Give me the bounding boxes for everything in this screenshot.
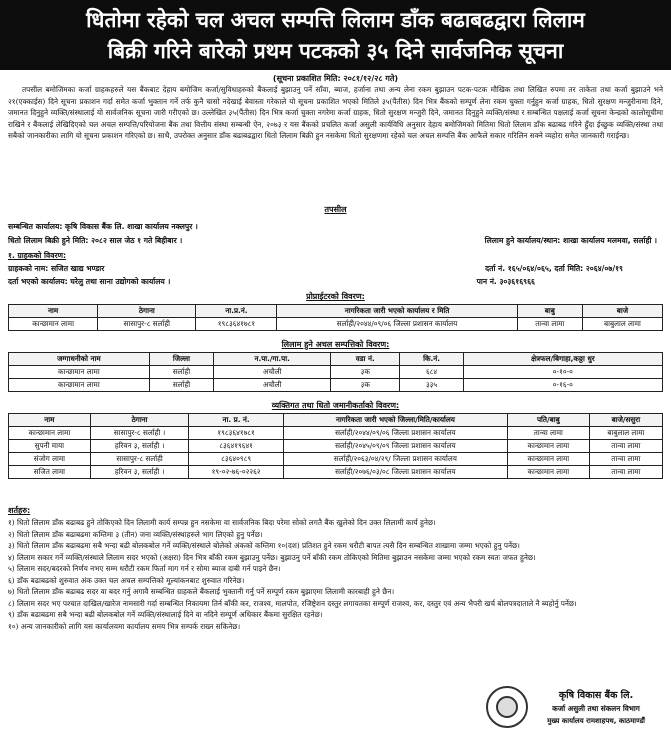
table-cell: सर्लाही [149,366,214,379]
proprietor-header-cell: बाजे [582,305,662,318]
table-cell: ८३६४०९८९ [189,453,283,466]
auction-place: लिलाम हुने कार्यालय/स्थान: शाखा कार्यालय मलमवा, सर्लाही । [484,236,657,245]
proprietor-header-cell: बाबु [517,305,582,318]
proprietor-table [8,304,663,331]
proprietor-heading: प्रोप्राईटरको विवरण: [306,292,365,301]
table-cell: कान्छामान लामा [9,366,150,379]
property-header-cell: कि.नं. [400,353,463,366]
guarantors-header-cell: ठेगाना [90,414,189,427]
property-heading: लिलाम हुने अचल सम्पत्तिको विवरण: [281,340,390,349]
property-header-cell: वडा नं. [331,353,400,366]
table-cell: सर्लाही/२०४५/०९/०९ जिल्ला प्रशासन कार्यालय [283,440,507,453]
table-cell: ८३६४१९६४१ [189,440,283,453]
table-cell: सर्लाही/२०६३/०४/२९/ जिल्ला प्रशासन कार्यालय [283,453,507,466]
table-row [9,427,663,440]
intro-paragraph [8,84,663,142]
term-item: १) धितो लिलाम डाँक बढाबढ हुने तोकिएको दिन लिलामी कार्य सम्पन्न हुन नसकेमा वा सार्वजनिक बिदा परेमा सोको लगतै बैंक खुलेको दिन उक्त लिलामी कार्य हुनेछ। [8,518,436,527]
signature-block [547,689,645,727]
signature-department: कर्जा असुली तथा संकलन विभाग [552,704,640,713]
table-cell: संजोग लामा [9,453,91,466]
notice-title-line2: बिक्री गरिने बारेको प्रथम पटकको ३५ दिने सार्वजनिक सूचना [107,39,564,63]
table-cell: कान्छामान लामा [9,318,98,331]
table-cell: ०-१६-० [463,379,662,392]
proprietor-header-row [9,305,663,318]
publication-date: (सूचना प्रकाशित मिति: २०८१/१२/२८ गते) [272,74,399,83]
proprietor-header-cell: ठेगाना [98,305,196,318]
guarantors-header-cell: ना. प्र. नं. [189,414,283,427]
table-cell: हरिवन ३, सर्लाही । [90,440,189,453]
bank-seal-icon [486,686,528,728]
proprietor-body [9,318,663,331]
property-table [8,352,663,392]
guarantor-heading: व्यक्तिगत तथा धितो जमानीकर्ताको विवरण: [271,401,400,410]
table-cell: सर्लाही/२०७६/०३/०८ जिल्ला प्रशासन कार्यालय [283,466,507,479]
table-cell: सासापुर-८ सर्लाही [90,453,189,466]
table-cell: सासापुर-८ सर्लाही [98,318,196,331]
term-item: ९) डाँक बढाबढमा सबै भन्दा बढी बोलकबोल गर्ने व्यक्ति/संस्थालाई दिने वा नदिने सम्पूर्ण अधिकार बैंकमा सुरक्षित रहनेछ। [8,610,323,619]
guarantor-body [9,427,663,479]
client-name: ग्राहकको नाम: सजित खाद्य भण्डार [8,264,105,273]
related-office: सम्बन्धित कार्यालय: कृषि विकास बैंक लि. शाखा कार्यालय नक्लपुर । [8,222,198,231]
table-cell: तान्वा लामा [589,466,662,479]
table-cell: ३क [331,366,400,379]
property-header-row [9,353,663,366]
guarantors-header-cell: नागरिकता जारी भएको जिल्ला/मिति/कार्यालय [283,414,507,427]
table-cell: सजित लामा [9,466,91,479]
table-cell: कान्छामान लामा [507,453,589,466]
proprietor-header-cell: नागरिकता जारी भएको कार्यालय र मिति [277,305,517,318]
property-body [9,366,663,392]
tapasil-heading: तपसील [324,205,347,214]
table-row [9,440,663,453]
table-cell: १९८३६४१७८१ [196,318,277,331]
term-item: ४) लिलाम सकार गर्ने व्यक्ति/संस्थाले लिलाम सदर भएको (अक्षरा) दिन भित्र बाँकी रकम बुझाउनु पर्नेछ। बुझाउनु पर्ने बाँकी रकम तोकिएको मितिमा बुझाउन नसकेमा जम्मा भएको रकम स्वतः जफत हुनेछ। [8,552,536,562]
terms-heading: शर्तहरु: [8,506,31,515]
client-heading: १. ग्राहकको विवरण: [8,251,67,260]
pan-number: पान नं. ३०३६१६९६६ [476,277,535,286]
table-cell: कान्छामान लामा [9,379,150,392]
registration-number: दर्ता नं. १६५/०६४/०६५, दर्ता मिति: २०६४/०७/१९ [485,264,623,273]
property-header-cell: क्षेत्रफल/बिगाहा,कठ्ठा धुर [463,353,662,366]
guarantors-header-cell: नाम [9,414,91,427]
table-cell: सासापुर-८ सर्लाही । [90,427,189,440]
terms-list [8,517,663,632]
table-cell: बाबुलाल लामा [582,318,662,331]
table-cell: अचौली [214,379,331,392]
registration-office: दर्ता भएको कार्यालय: घरेलु तथा साना उद्योगको कार्यालय । [8,277,171,286]
table-cell: बाबुलाल लामा [589,427,662,440]
table-cell: सुपनी माया [9,440,91,453]
signature-bank-name: कृषि विकास बैंक लि. [558,690,634,701]
notice-title-line1: धितोमा रहेको चल अचल सम्पत्ति लिलाम डाँक बढाबढद्वारा लिलाम [86,8,585,32]
table-row [9,366,663,379]
table-cell: ०-१०-० [463,366,662,379]
table-cell: ६८४ [400,366,463,379]
proprietor-header-cell: नाम [9,305,98,318]
property-header-cell: जग्गाधनीको नाम [9,353,150,366]
table-cell: सर्लाही [149,379,214,392]
intro-text: तपसील बमोजिमका कर्जा ग्राहकहरुले यस बैंकबाट देहाय बमोजिम कर्जा/सुविधाहरुको बैंकलाई बुझाउनु पर्ने साँवा, ब्याज, हर्जाना तथा अन्य लेना रकम बुझाउन पटक-पटक मौखिक तथा लिखित रुपमा तर ताकेता तथा कर्जा बुझाउने भने २१(एक्काईस) दिने सूचना प्रकाशन गर्दा समेत कर्जा भुक्तान गर्ने तर्फ कुनै चासो नदेखाई बेवास्ता गरेकाले यो सूचना प्रकाशित भएको मितिले ३५(पैंतीस) दिन भित्र बैंकको सम्पूर्ण लेना रकम चुक्ता गर्नुहुन कर्जा ग्राहक, धितो सुरक्षण मन्जुरीनामा दिने, जमानत दिनुहुने व्यक्ति/संस्थालाई यो सार्वजनिक सूचना जारी गरीएको छ। उल्लेखित ३५(पैंतीस) दिन भित्र कर्जा चुक्ता नगरेमा कर्जा ग्राहक, धितो सुरक्षण मन्जुरी दिने, जमानत दिनुहुने व्यक्ति/संस्था र सम्बन्धित पक्षलाई कर्जा सूचना केन्द्रको कालोसूचीमा राखिने र बैंकलाई लेखिदिएको चल अचल सम्पत्ति/परियोजना बैंक तथा वित्तीय संस्था सम्बन्धी ऐन, २०७३ र यस बैंकको प्रचलित कर्जा असुली कार्यविधि अनुसार देहाय बमोजिमको मितिमा धितो लिलाम डाँक बढाबढ गरिने हुँदा ईच्छुक व्यक्ति/संस्था तथा सबैको जानकारीका लागि यो सूचना प्रकाशन गरिएको छ। साथै, उपरोक्त अनुसार डाँक बढाबढद्वारा धितो लिलाम बिक्री हुन नसकेमा धितो सुरक्षणमा रहेको चल अचल सम्पत्ति बैंक आफैले सकार गरिलिन सक्ने व्यहोरा समेत जानकारी गराईन्छ। [8,85,663,141]
term-item: ३) धितो लिलाम डाँक बढाबढमा सबै भन्दा बढी बोलकबोल गर्ने व्यक्ति/संस्थाले बोलेको अंकको कम्तिमा १०(दश) प्रतिशत हुने रकम धरौटी बापत त्यसै दिन सम्बन्धित शाखामा जम्मा भएको हुनु पर्नेछ। [8,541,520,550]
table-cell: तान्वा लामा [589,440,662,453]
property-header-cell: जिल्ला [149,353,214,366]
term-item: ६) डाँक बढाबढको शुरुवात अंक उक्त चल अचल सम्पत्तिको मूल्यांकनबाट शुरुवात गरिनेछ। [8,575,245,585]
table-cell: तान्वा लामा [589,453,662,466]
guarantors-header-cell: पति/बाबु [507,414,589,427]
term-item: ७) धितो लिलाम डाँक बढाबढ सदर वा बदर गर्नु अगावै सम्बन्धित ग्राहकले बैंकलाई भुक्तानी गर्नु पर्ने सम्पूर्ण रकम बुझाएमा लिलामी कारबाही हुने छैन। [8,587,395,596]
table-cell: १९-०२-७६-०२२६२ [189,466,283,479]
guarantor-header-row [9,414,663,427]
auction-date: धितो लिलाम बिक्री हुने मिति: २०८२ साल जेठ १ गते बिहीबार । [8,236,183,245]
table-row [9,379,663,392]
term-item: २) धितो लिलाम डाँक बढाबढमा कम्तिमा ३ (तीन) जना व्यक्ति/संस्थाहरुले भाग लिएको हुनु पर्नेछ। [8,529,263,539]
table-cell: ३३५ [400,379,463,392]
term-item: ८) लिलाम सदर भए पश्चात दाखिल/खारेज नामसारी गर्दा सम्बन्धित निकायमा तिर्न बाँकी कर, राजश्व, मालपोत, रजिष्ट्रेशन दस्तुर लगायतका सम्पूर्ण राजश्व, कर, दस्तुर एवं अन्य भैपरी खर्च बोलपत्रदाताले नै ब्यहोर्नु पर्नेछ। [8,598,577,608]
table-cell: सर्लाही/२०४४/०९/०६ जिल्ला प्रशासन कार्यालय [283,427,507,440]
table-cell: सर्लाही/२०४४/०९/०६ जिल्ला प्रशासन कार्यालय [277,318,517,331]
notice-title-banner [0,0,671,70]
table-cell: हरिवन ३, सर्लाही । [90,466,189,479]
table-cell: अचौली [214,366,331,379]
term-item: १०) अन्य जानकारीको लागि यस कार्यालयमा कार्यालय समय भित्र सम्पर्क राख्न सकिनेछ। [8,621,241,631]
property-header-cell: न.पा./गा.पा. [214,353,331,366]
guarantors-header-cell: बाजे/ससुरा [589,414,662,427]
table-cell: तान्वा लामा [517,318,582,331]
table-row [9,318,663,331]
table-cell: कान्छामान लामा [507,440,589,453]
guarantor-table [8,413,663,479]
table-cell: १९८३६४१७८१ [189,427,283,440]
proprietor-header-cell: ना.प्र.नं. [196,305,277,318]
table-cell: कान्छामान लामा [9,427,91,440]
table-row [9,466,663,479]
table-cell: ३क [331,379,400,392]
table-cell: कान्छामान लामा [507,466,589,479]
term-item: ५) लिलाम सदर/बदरको निर्णय नभए सम्म धरौटी रकम फिर्ता माग गर्न र सोमा ब्याज दाबी गर्न पाइने छैन। [8,564,281,573]
table-cell: तान्वा लामा [507,427,589,440]
signature-office: मुख्य कार्यालय रामशाहपथ, काठमाण्डौं [547,717,645,725]
table-row [9,453,663,466]
